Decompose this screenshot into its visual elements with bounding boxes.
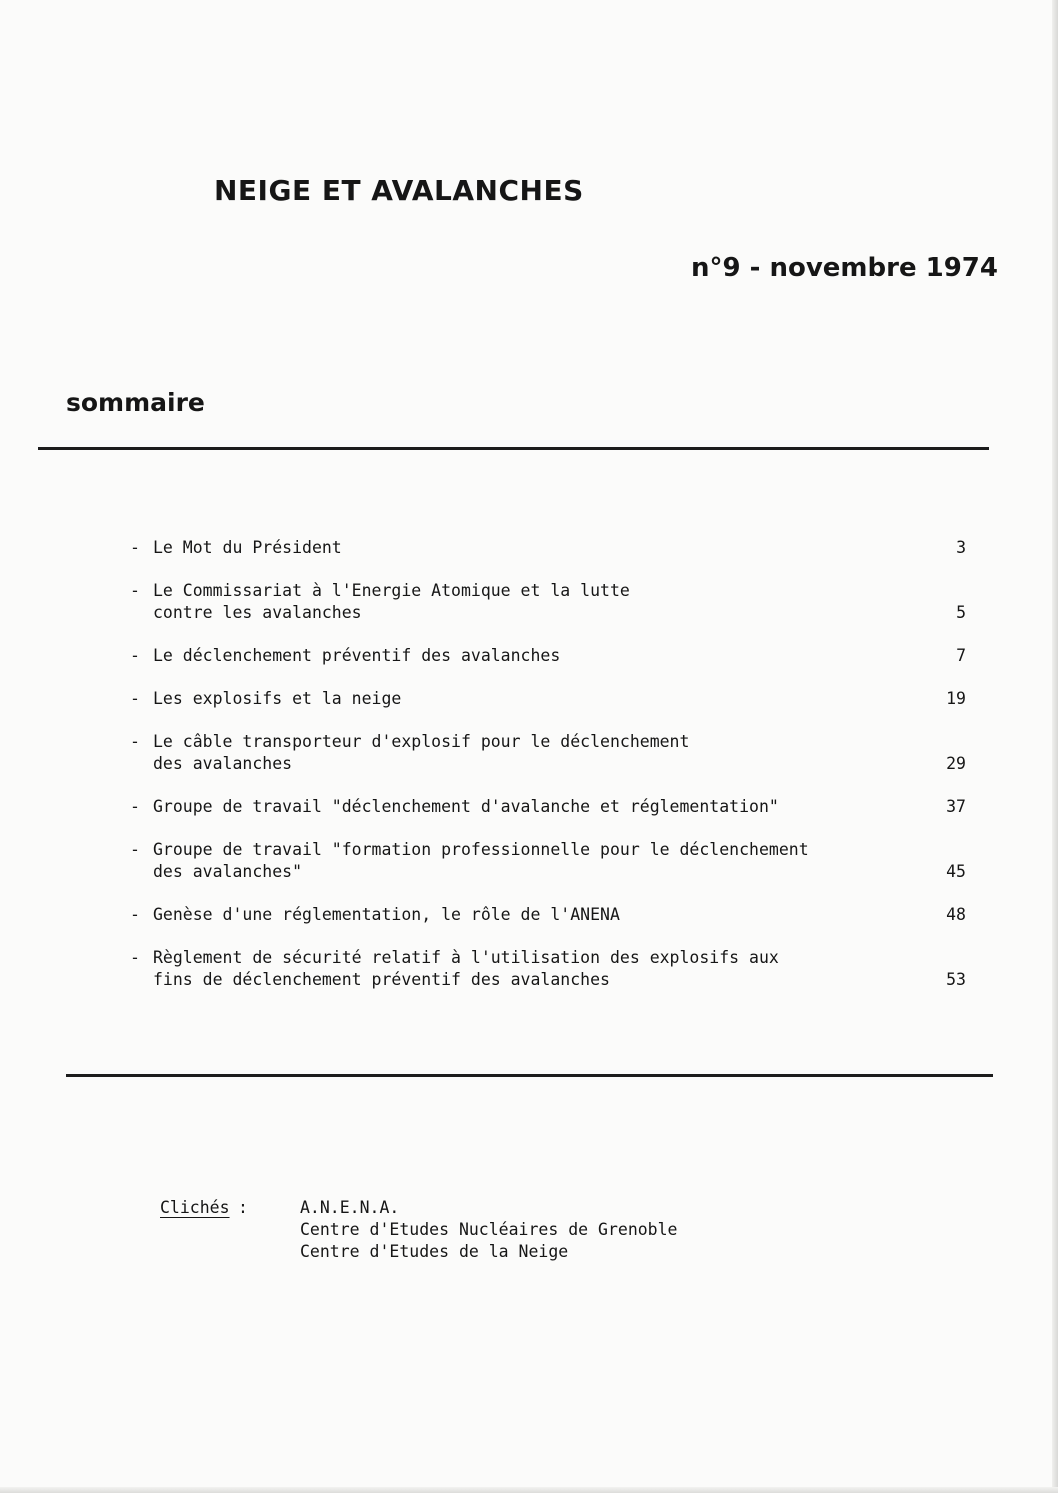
toc-page-number: 19 (946, 689, 966, 708)
toc-page-number: 7 (956, 646, 966, 665)
toc-dash: - (130, 948, 140, 967)
photo-credits (160, 1197, 678, 1263)
toc-page-number: 29 (946, 754, 966, 773)
toc-entry (130, 645, 966, 667)
bottom-divider (66, 1074, 993, 1077)
toc-entry-title: Groupe de travail "déclenchement d'avalanche et réglementation" (153, 797, 779, 816)
toc-dash: - (130, 689, 140, 708)
toc-entry-title: Le câble transporteur d'explosif pour le déclenchement des avalanches (153, 732, 690, 773)
toc-page-number: 48 (946, 905, 966, 924)
toc-dash: - (130, 732, 140, 751)
issue-number-date: n°9 - novembre 1974 (690, 253, 998, 283)
table-of-contents (130, 537, 966, 1012)
credits-separator: : (238, 1198, 248, 1217)
section-heading: sommaire (66, 388, 205, 417)
credit-item: Centre d'Etudes de la Neige (300, 1242, 569, 1261)
toc-page-number: 45 (946, 862, 966, 881)
toc-dash: - (130, 797, 140, 816)
toc-entry-title: Genèse d'une réglementation, le rôle de l'ANENA (153, 905, 620, 924)
toc-page-number: 53 (946, 970, 966, 989)
toc-entry (130, 537, 966, 559)
toc-entry-title: Le Commissariat à l'Energie Atomique et la lutte contre les avalanches (153, 581, 630, 622)
toc-entry (130, 731, 966, 775)
toc-entry (130, 904, 966, 926)
toc-page-number: 5 (956, 603, 966, 622)
toc-entry-title: Les explosifs et la neige (153, 689, 402, 708)
toc-entry (130, 580, 966, 624)
scan-edge-right (1052, 0, 1058, 1493)
toc-entry-title: Le Mot du Président (153, 538, 342, 557)
toc-dash: - (130, 840, 140, 859)
credits-label: Clichés (160, 1198, 230, 1217)
toc-dash: - (130, 581, 140, 600)
credit-item: A.N.E.N.A. (300, 1198, 400, 1217)
toc-dash: - (130, 905, 140, 924)
publication-title: NEIGE ET AVALANCHES (214, 174, 584, 207)
toc-entry (130, 947, 966, 991)
toc-dash: - (130, 646, 140, 665)
top-divider (38, 447, 989, 450)
toc-entry (130, 796, 966, 818)
toc-dash: - (130, 538, 140, 557)
toc-entry (130, 688, 966, 710)
toc-entry-title: Le déclenchement préventif des avalanches (153, 646, 561, 665)
toc-entry-title: Règlement de sécurité relatif à l'utilisation des explosifs aux fins de déclenchement préventif des avalanches (153, 948, 779, 989)
toc-page-number: 37 (946, 797, 966, 816)
scan-edge-bottom (0, 1487, 1058, 1493)
credit-item: Centre d'Etudes Nucléaires de Grenoble (300, 1220, 678, 1239)
toc-page-number: 3 (956, 538, 966, 557)
credits-list (300, 1197, 678, 1263)
toc-entry (130, 839, 966, 883)
toc-entry-title: Groupe de travail "formation professionnelle pour le déclenchement des avalanches" (153, 840, 809, 881)
